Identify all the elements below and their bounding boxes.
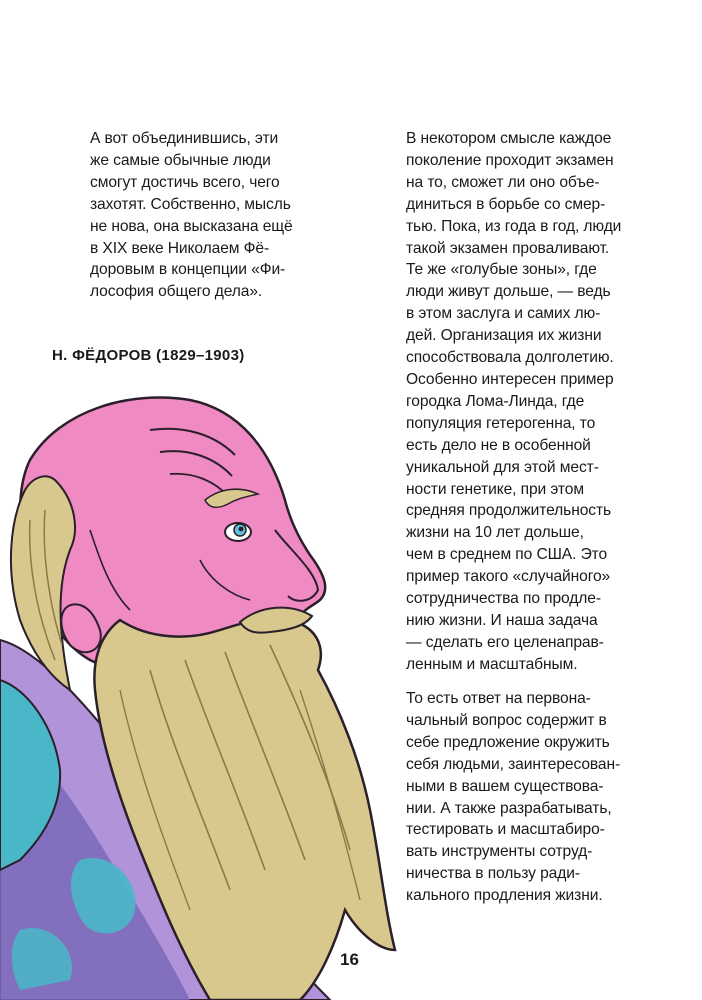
right-column-paragraph-2: То есть ответ на первона- чальный вопрос содержит в себе предложение окружить себя людьми, заинтересован- ными в вашем существова- нии. А также разрабатывать, тестировать и масштабиро- вать инструменты сотруд- ничества в пользу ради- кального продления жизни. xyxy=(406,690,621,905)
portrait-illustration-icon xyxy=(0,390,400,1000)
page-number: 16 xyxy=(340,950,359,969)
right-column-paragraph-1: В некотором смысле каждое поколение проходит экзамен на то, сможет ли оно объе- диниться в борьбе со смер- тью. Пока, из года в год, люди такой экзамен проваливают. Те же «голубые зоны», где люди живут дольше, — ведь в этом заслуга и самих лю- дей. Организация их жизни способствовала долголетию. Особенно интересен пример городка Лома-Линда, где популяция гетерогенна, то есть дело не в особенной уникальной для этой мест- ности генетике, при этом средняя продолжительность жизни на 10 лет дольше, чем в среднем по США. Это пример такого «случайного» сотрудничества по продле- нию жизни. И наша задача — сделать его целенаправ- ленным и масштабным. xyxy=(406,130,622,673)
left-column-paragraph: А вот объединившись, эти же самые обычные люди смогут достичь всего, чего захотят. Собственно, мысль не нова, она высказана ещё в XIX веке Николаем Фё- доровым в концепции «Фи- лософия общего дела». xyxy=(90,130,293,301)
portrait-caption: Н. ФЁДОРОВ (1829–1903) xyxy=(52,347,245,364)
